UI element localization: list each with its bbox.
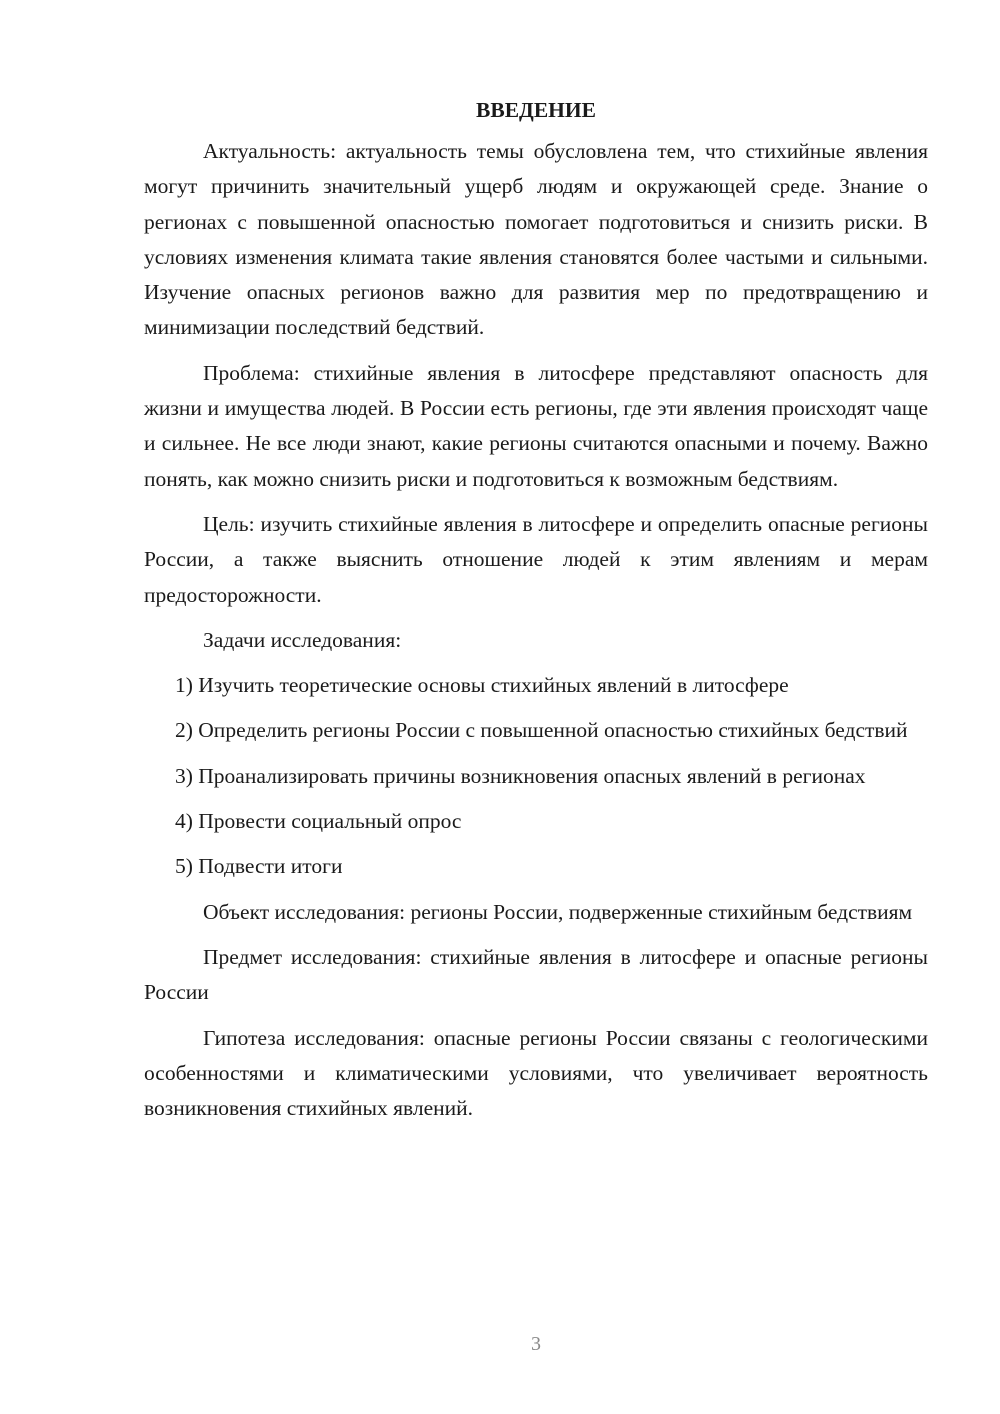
- task-item: 3) Проанализировать причины возникновения опасных явлений в регионах: [175, 763, 866, 788]
- task-item: 4) Провести социальный опрос: [175, 809, 462, 834]
- research-object-paragraph: Объект исследования: регионы России, подверженные стихийным бедствиям: [203, 899, 913, 924]
- task-item: 1) Изучить теоретические основы стихийных явлений в литосфере: [175, 673, 789, 698]
- task-item: 2) Определить регионы России с повышенной опасностью стихийных бедствий: [175, 718, 908, 743]
- goal-paragraph: Цель: изучить стихийные явления в литосфере и определить опасные регионы России, а также выяснить отношение людей к этим явлениям и мерам предосторожности.: [144, 511, 928, 607]
- task-item: 5) Подвести итоги: [175, 854, 343, 879]
- page-number: 3: [531, 1333, 541, 1355]
- relevance-paragraph: Актуальность: актуальность темы обусловлена тем, что стихийные явления могут причинить значительный ущерб людям и окружающей среде. Знание о регионах с повышенной опасностью помогает подготовиться и снизить риски. В условиях изменения климата такие явления становятся более частыми и сильными. Изучение опасных регионов важно для развития мер по предотвращению и минимизации последствий бедствий.: [144, 139, 928, 340]
- hypothesis-paragraph: Гипотеза исследования: опасные регионы России связаны с геологическими особенностями и климатическими условиями, что увеличивает вероятность возникновения стихийных явлений.: [144, 1025, 928, 1121]
- problem-paragraph: Проблема: стихийные явления в литосфере представляют опасность для жизни и имущества людей. В России есть регионы, где эти явления происходят чаще и сильнее. Не все люди знают, какие регионы считаются опасными и почему. Важно понять, как можно снизить риски и подготовиться к возможным бедствиям.: [144, 360, 928, 491]
- research-subject-paragraph: Предмет исследования: стихийные явления в литосфере и опасные регионы России: [144, 944, 928, 1005]
- document-page: [144, 92, 928, 1136]
- tasks-heading: Задачи исследования:: [203, 627, 402, 652]
- section-title: ВВЕДЕНИЕ: [476, 98, 596, 122]
